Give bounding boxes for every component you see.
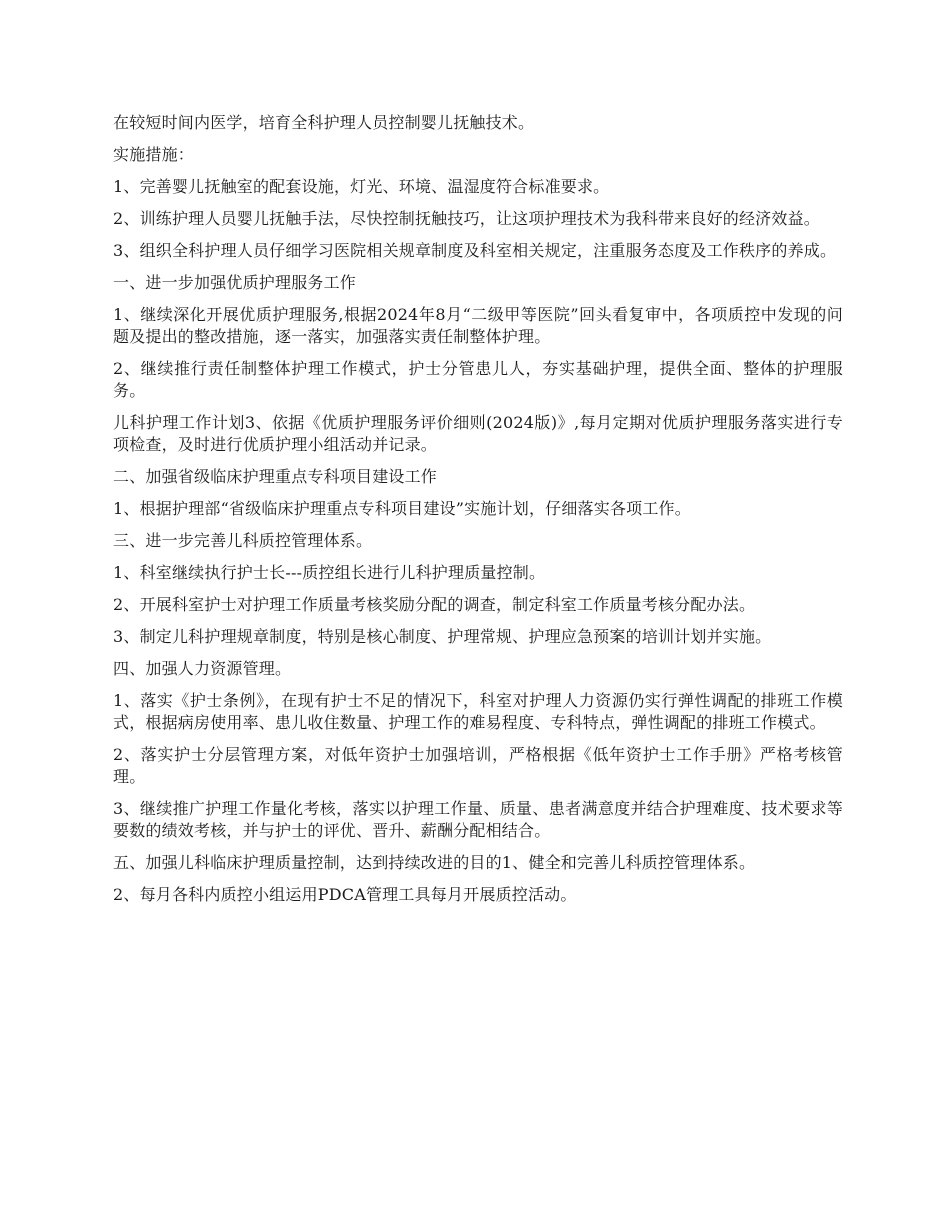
section-heading-4: 四、加强人力资源管理。 — [113, 659, 292, 678]
paragraph-s1-item-1: 1、继续深化开展优质护理服务,根据2024年8月“二级甲等医院”回头看复审中，各项质控中发现的问题及提出的整改措施，逐一落实，加强落实责任制整体护理。 — [113, 305, 843, 346]
paragraph-measure-2: 2、训练护理人员婴儿抚触手法，尽快控制抚触技巧，让这项护理技术为我科带来良好的经济效益。 — [113, 209, 820, 228]
section-heading-5: 五、加强儿科临床护理质量控制，达到持续改进的目的1、健全和完善儿科质控管理体系。 — [113, 853, 756, 872]
paragraph-s1-item-2: 2、继续推行责任制整体护理工作模式，护士分管患儿人，夯实基础护理，提供全面、整体的护理服务。 — [113, 359, 843, 400]
paragraph-s3-item-1: 1、科室继续执行护士长---质控组长进行儿科护理质量控制。 — [113, 563, 546, 582]
paragraph-s4-item-3: 3、继续推广护理工作量化考核，落实以护理工作量、质量、患者满意度并结合护理难度、技术要求等要数的绩效考核，并与护士的评优、晋升、薪酬分配相结合。 — [113, 799, 843, 840]
paragraph-s5-item-2: 2、每月各科内质控小组运用PDCA管理工具每月开展质控活动。 — [113, 885, 577, 904]
paragraph-s4-item-1: 1、落实《护士条例》，在现有护士不足的情况下，科室对护理人力资源仍实行弹性调配的排班工作模式，根据病房使用率、患儿收住数量、护理工作的难易程度、专科特点，弹性调配的排班工作模式。 — [113, 691, 843, 732]
paragraph-s3-item-3: 3、制定儿科护理规章制度，特别是核心制度、护理常规、护理应急预案的培训计划并实施。 — [113, 627, 772, 646]
document-body — [113, 112, 843, 916]
paragraph-measure-1: 1、完善婴儿抚触室的配套设施，灯光、环境、温湿度符合标准要求。 — [113, 177, 610, 196]
paragraph-s1-item-3: 儿科护理工作计划3、依据《优质护理服务评价细则(2024版)》,每月定期对优质护理服务落实进行专项检查，及时进行优质护理小组活动并记录。 — [113, 413, 843, 454]
paragraph-s3-item-2: 2、开展科室护士对护理工作质量考核奖励分配的调查，制定科室工作质量考核分配办法。 — [113, 595, 756, 614]
paragraph-intro: 在较短时间内医学，培育全科护理人员控制婴儿抚触技术。 — [113, 113, 535, 132]
paragraph-s2-item-1: 1、根据护理部“省级临床护理重点专科项目建设”实施计划，仔细落实各项工作。 — [113, 499, 691, 518]
paragraph-s4-item-2: 2、落实护士分层管理方案，对低年资护士加强培训，严格根据《低年资护士工作手册》严格考核管理。 — [113, 745, 843, 786]
section-heading-2: 二、加强省级临床护理重点专科项目建设工作 — [113, 467, 438, 486]
paragraph-measures-heading: 实施措施： — [113, 145, 195, 164]
section-heading-3: 三、进一步完善儿科质控管理体系。 — [113, 531, 373, 550]
section-heading-1: 一、进一步加强优质护理服务工作 — [113, 273, 357, 292]
paragraph-measure-3: 3、组织全科护理人员仔细学习医院相关规章制度及科室相关规定，注重服务态度及工作秩序的养成。 — [113, 241, 837, 260]
